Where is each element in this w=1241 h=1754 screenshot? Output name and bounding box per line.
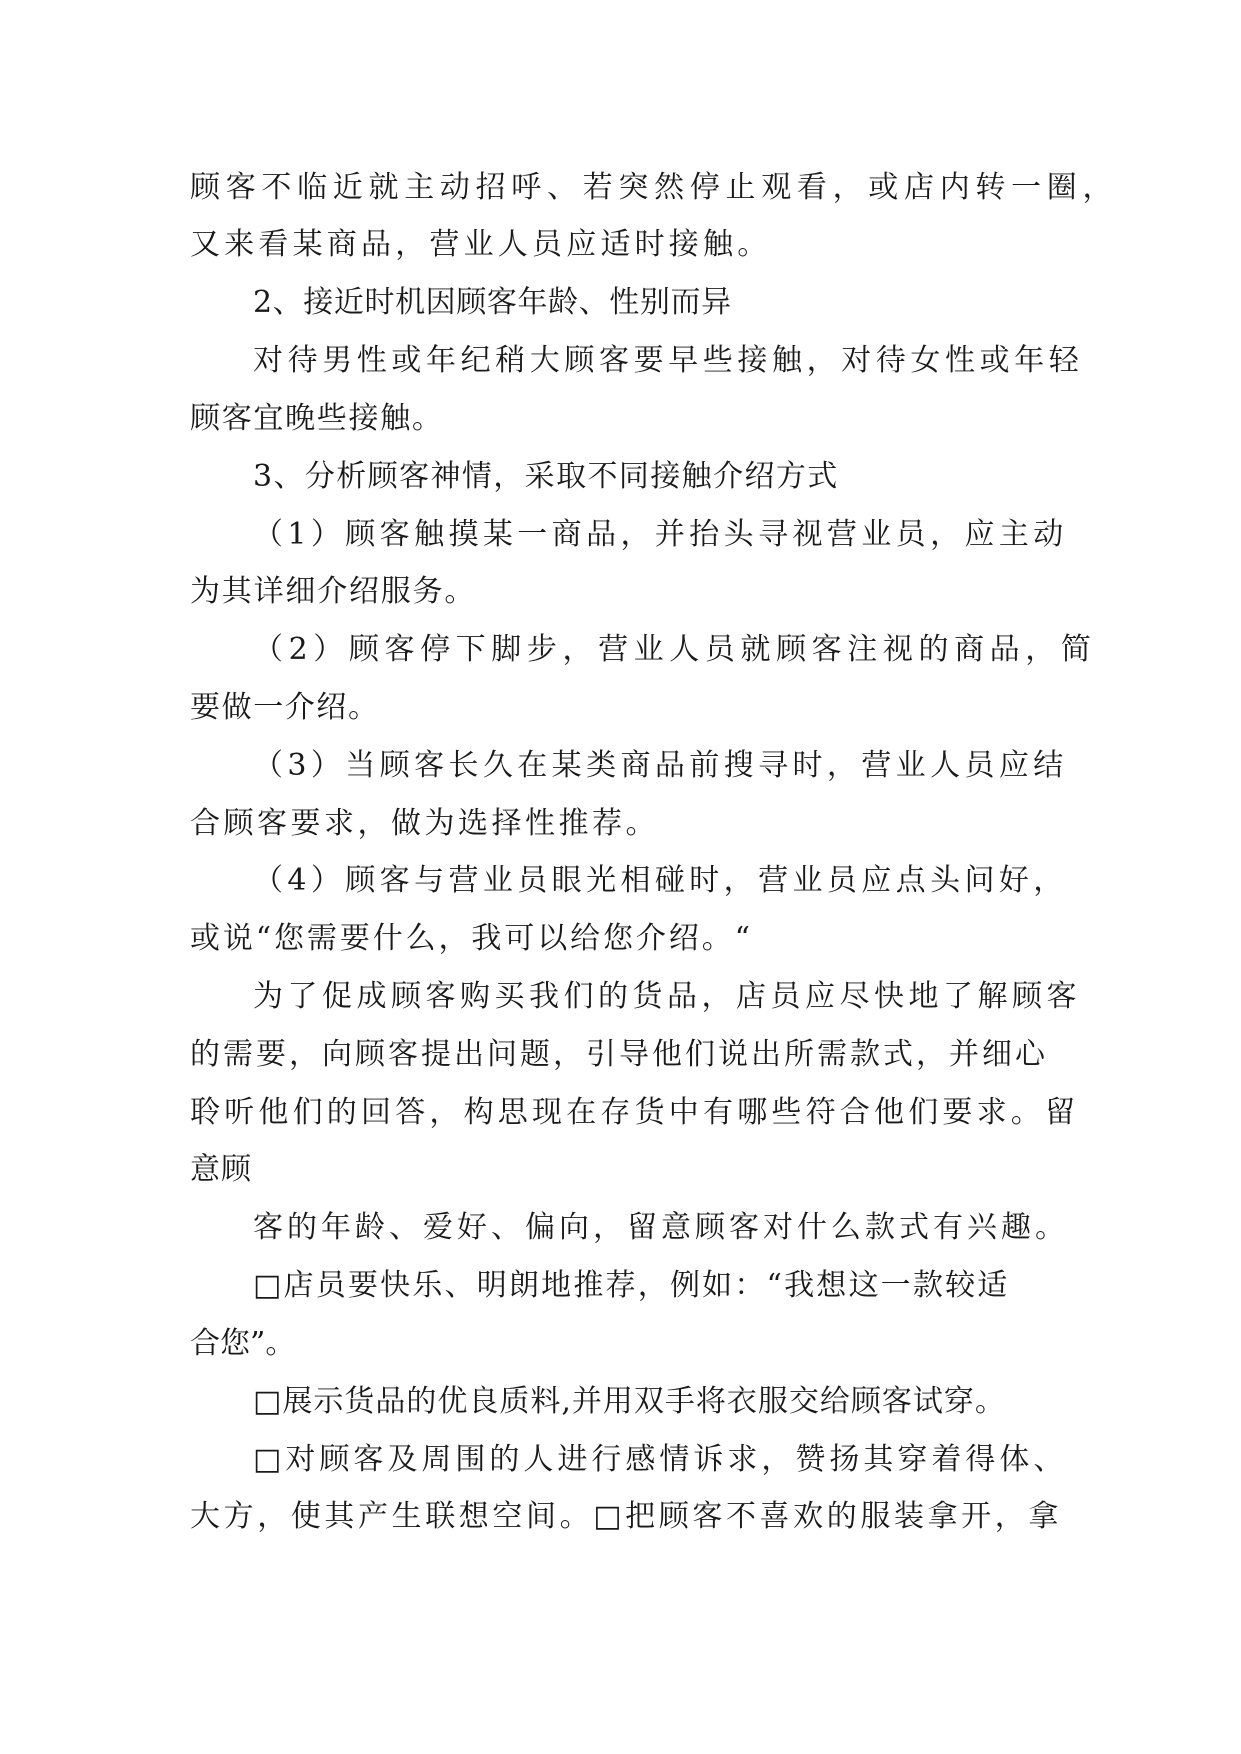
list-item: （1）顾客触摸某一商品，并抬头寻视营业员，应主动 <box>253 517 1068 552</box>
text-line: 合您”。 <box>190 1326 296 1361</box>
text-line: 顾客宜晚些接触。 <box>190 401 444 436</box>
text-line: 大方，使其产生联想空间。□把顾客不喜欢的服装拿开，拿 <box>190 1499 1062 1534</box>
text-line: 合顾客要求，做为选择性推荐。 <box>190 806 659 841</box>
text-line: 要做一介绍。 <box>190 690 380 725</box>
text-line: 的需要，向顾客提出问题，引导他们说出所需款式，并细心 <box>190 1037 1048 1072</box>
checkbox-item: □店员要快乐、明朗地推荐，例如：“我想这一款较适 <box>253 1268 1010 1303</box>
text-line: 为了促成顾客购买我们的货品，店员应尽快地了解顾客 <box>253 979 1081 1014</box>
list-item: （3）当顾客长久在某类商品前搜寻时，营业人员应结 <box>253 748 1068 783</box>
section-heading: 3、分析顾客神情，采取不同接触介绍方式 <box>253 459 839 494</box>
checkbox-item: □对顾客及周围的人进行感情诉求，赞扬其穿着得体、 <box>253 1442 1068 1477</box>
text-line: 或说“您需要什么，我可以给您介绍。“ <box>190 921 753 956</box>
text-line: 为其详细介绍服务。 <box>190 574 477 609</box>
list-item: （2）顾客停下脚步，营业人员就顾客注视的商品，简 <box>253 632 1097 667</box>
text-line: 又来看某商品，营业人员应适时接触。 <box>190 227 772 262</box>
text-line: 聆听他们的回答，构思现在存货中有哪些符合他们要求。留 <box>190 1095 1080 1130</box>
list-item: （4）顾客与营业员眼光相碰时，营业员应点头问好， <box>253 863 1068 898</box>
text-line: 客的年龄、爱好、偏向，留意顾客对什么款式有兴趣。 <box>253 1210 1069 1245</box>
text-line: 顾客不临近就主动招呼、若突然停止观看，或店内转一圈， <box>190 170 1119 205</box>
text-line: 对待男性或年纪稍大顾客要早些接触，对待女性或年轻 <box>253 343 1084 378</box>
text-line: 意顾 <box>190 1152 252 1187</box>
section-heading: 2、接近时机因顾客年龄、性别而异 <box>253 285 732 320</box>
checkbox-item: □展示货品的优良质料,并用双手将衣服交给顾客试穿。 <box>253 1384 1006 1419</box>
